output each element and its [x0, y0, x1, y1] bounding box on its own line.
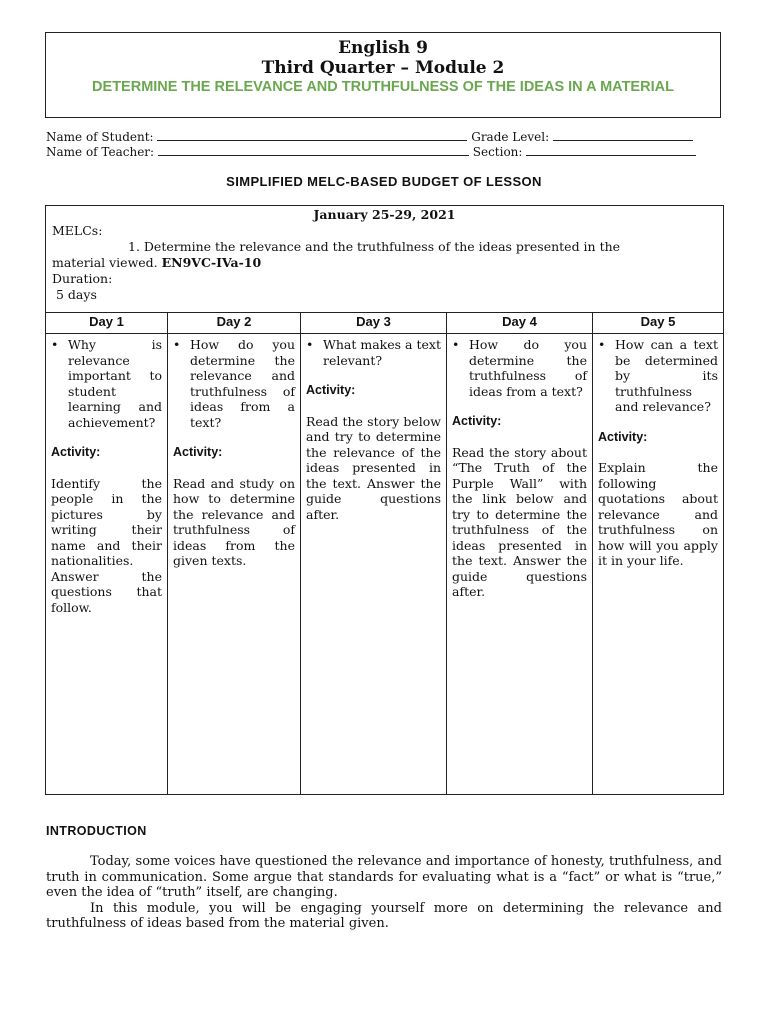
- bullet-icon: •: [51, 337, 59, 352]
- grade-level-blank: [553, 129, 693, 141]
- subject-title: English 9: [338, 38, 428, 58]
- day-4-activity-label: Activity:: [452, 414, 502, 428]
- introduction-body: [46, 854, 722, 932]
- day-4-question: [452, 337, 587, 399]
- melc-box: [45, 205, 724, 313]
- day-5-header: Day 5: [593, 313, 723, 334]
- day-4-header: Day 4: [447, 313, 592, 334]
- melc-line-2-text: material viewed.: [52, 255, 158, 270]
- day-3-header: Day 3: [301, 313, 446, 334]
- day-3-question: [306, 337, 441, 368]
- melc-code: EN9VC-IVa-10: [161, 255, 262, 270]
- teacher-name-label: Name of Teacher:: [46, 145, 155, 159]
- quarter-title: Third Quarter – Module 2: [261, 58, 505, 78]
- title-box: [45, 32, 721, 118]
- student-name-blank: [157, 129, 467, 141]
- bullet-icon: •: [452, 337, 460, 352]
- day-5-activity-label: Activity:: [598, 429, 648, 444]
- day-1-activity-text: Identify the people in the pictures by writing their name and their nationalities. Answer the questions that follow.: [51, 475, 162, 615]
- day-3-activity-text: Read the story below and try to determine the relevance of the ideas presented in the text. Answer the guide questions after.: [306, 413, 441, 522]
- section-label: Section:: [472, 145, 523, 159]
- day-2-activity-label: Activity:: [173, 445, 223, 459]
- day-5-question: [598, 337, 718, 415]
- day-2-question-text: How do you determine the relevance and truthfulness of ideas from a text?: [190, 337, 295, 430]
- day-column-2: [168, 313, 301, 794]
- duration-value: 5 days: [56, 287, 97, 302]
- daily-plan-table: [45, 312, 724, 795]
- melc-line-2: [46, 255, 723, 271]
- day-4-activity-text: Read the story about “The Truth of the Purple Wall” with the link below and try to determine the truthfulness of the ideas presented in the text. Answer the guide questions after.: [452, 444, 587, 599]
- bullet-icon: •: [173, 337, 181, 352]
- day-column-3: [301, 313, 447, 794]
- student-info-row: [46, 129, 693, 145]
- day-5-question-text: How can a text be determined by its truthfulness and relevance?: [615, 337, 718, 414]
- day-column-4: [447, 313, 593, 794]
- day-column-5: [593, 313, 723, 794]
- grade-level-label: Grade Level:: [471, 130, 550, 144]
- melcs-label: MELCs:: [52, 223, 103, 238]
- day-1-header: Day 1: [46, 313, 167, 334]
- day-3-question-text: What makes a text relevant?: [323, 337, 441, 368]
- day-column-1: [46, 313, 168, 794]
- day-1-question-text: Why is relevance important to student learning and achievement?: [68, 337, 162, 430]
- bullet-icon: •: [306, 337, 314, 352]
- day-4-question-text: How do you determine the truthfulness of ideas from a text?: [469, 337, 587, 399]
- day-2-activity-text: Read and study on how to determine the relevance and truthfulness of ideas from the given texts.: [173, 475, 295, 568]
- day-1-question: [51, 337, 162, 430]
- melc-line-1: 1. Determine the relevance and the truthfulness of the ideas presented in the: [128, 239, 621, 254]
- duration-label: Duration:: [52, 271, 113, 286]
- teacher-name-blank: [158, 144, 469, 156]
- module-topic: DETERMINE THE RELEVANCE AND TRUTHFULNESS OF THE IDEAS IN A MATERIAL: [92, 79, 674, 95]
- lesson-date: January 25-29, 2021: [313, 207, 456, 222]
- day-2-question: [173, 337, 295, 430]
- introduction-paragraph-1: Today, some voices have questioned the relevance and importance of honesty, truthfulness, and truth in communication. Some argue that standards for evaluating what is a “fact” or what is “true,” even the idea of “truth” itself, are changing.: [46, 854, 722, 901]
- budget-heading: SIMPLIFIED MELC-BASED BUDGET OF LESSON: [226, 174, 542, 189]
- teacher-info-row: [46, 144, 696, 160]
- day-1-activity-label: Activity:: [51, 445, 101, 459]
- day-2-header: Day 2: [168, 313, 300, 334]
- introduction-paragraph-2: In this module, you will be engaging yourself more on determining the relevance and truthfulness of ideas based from the material given.: [46, 900, 722, 932]
- bullet-icon: •: [598, 337, 606, 352]
- introduction-heading: INTRODUCTION: [46, 824, 147, 838]
- student-name-label: Name of Student:: [46, 130, 154, 144]
- section-blank: [526, 144, 696, 156]
- day-5-activity-text: Explain the following quotations about relevance and truthfulness on how will you apply it in your life.: [598, 460, 718, 568]
- day-3-activity-label: Activity:: [306, 383, 356, 397]
